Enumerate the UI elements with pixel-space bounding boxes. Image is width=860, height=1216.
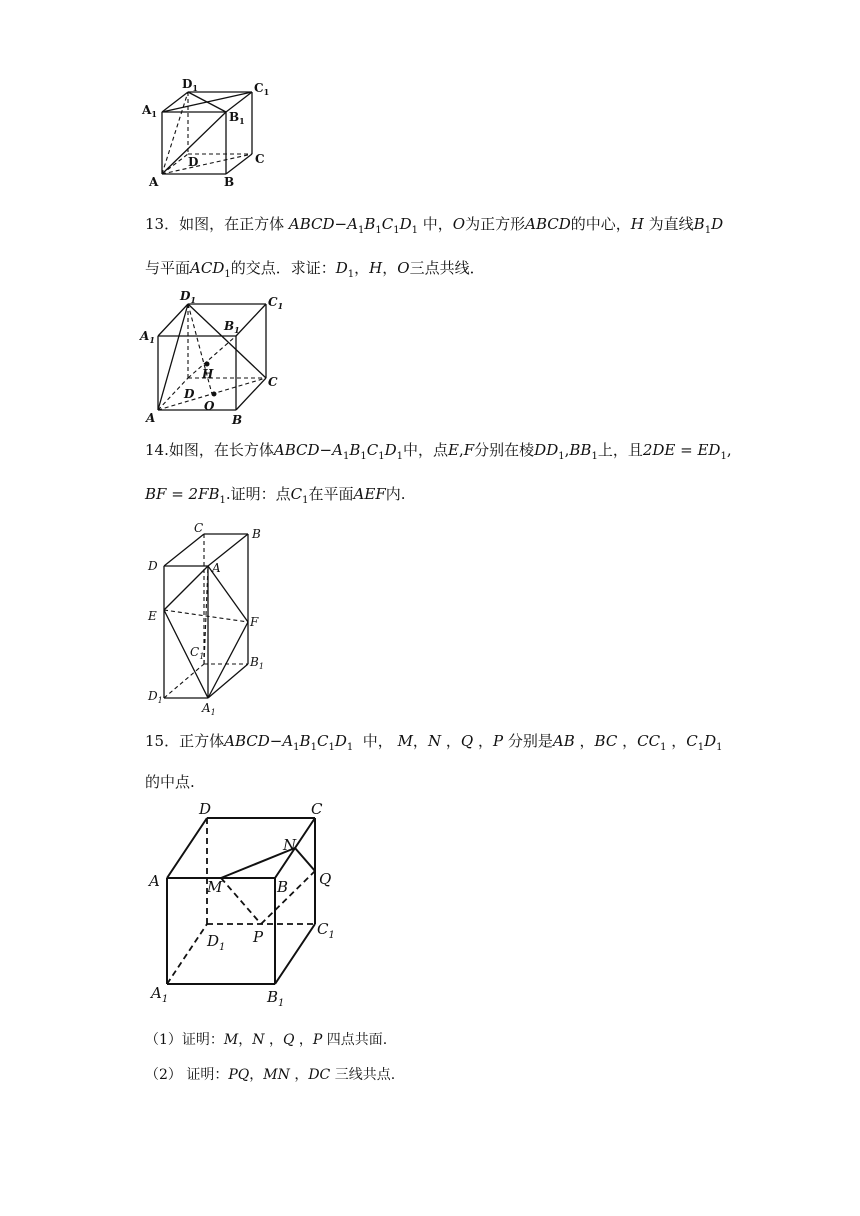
- problem-15-line1: 15．正方体$ABCD-A_1B_1C_1D_1$ 中， M，N ，Q ，P 分别是AB ，BC ，$CC_1$ ，$C_1D_1$: [145, 732, 723, 753]
- label-b: B: [277, 878, 289, 896]
- problem-15-question-1: （1）证明：M，N ，Q ，P 四点共面.: [145, 1032, 388, 1048]
- label-b1: $B_1$: [250, 655, 264, 671]
- label-b1: $B_1$: [224, 319, 240, 335]
- label-m: M: [207, 878, 223, 896]
- label-a1: $A_1$: [140, 329, 155, 345]
- label-a1: $A_1$: [142, 103, 157, 119]
- label-a: A: [149, 175, 159, 189]
- label-e: E: [148, 609, 157, 623]
- problem-13-line2: 与平面$ACD_1$的交点．求证：$D_1$，H，O三点共线．: [145, 259, 485, 280]
- label-c: C: [268, 375, 278, 389]
- label-a1: $A_1$: [151, 984, 169, 1005]
- problem-15-line2: 的中点.: [145, 773, 195, 791]
- label-c: C: [194, 521, 204, 535]
- label-d1: $D_1$: [207, 932, 226, 953]
- label-c: C: [255, 152, 265, 166]
- problem-13-line1: 13．如图，在正方体 $ABCD-A_1B_1C_1D_1$ 中，O为正方形ABCD的中心，H 为直线$B_1D$: [145, 215, 724, 236]
- label-d: D: [188, 155, 199, 169]
- figure-cuboid-14: [140, 520, 280, 716]
- figure-cube-13: [140, 286, 290, 426]
- label-c1: $C_1$: [190, 645, 205, 661]
- label-d: D: [184, 387, 195, 401]
- label-h: H: [202, 367, 214, 381]
- label-d1: $D_1$: [148, 689, 163, 705]
- label-a: A: [149, 872, 160, 890]
- label-c1: $C_1$: [268, 295, 284, 311]
- label-c: C: [311, 800, 323, 818]
- label-a: A: [146, 411, 156, 425]
- label-a1: $A_1$: [202, 701, 216, 717]
- label-o: O: [204, 399, 215, 413]
- label-d: D: [199, 800, 212, 818]
- label-c1: $C_1$: [254, 81, 270, 97]
- label-p: P: [253, 928, 264, 946]
- figure-cube-15: [145, 798, 355, 1010]
- label-b1: $B_1$: [229, 110, 245, 126]
- problem-14-line1: 14.如图，在长方体$ABCD-A_1B_1C_1D_1$中，点E,F分别在棱$DD_1,BB_1$上，且$2DE = ED_1$,: [145, 441, 732, 462]
- label-b: B: [252, 527, 261, 541]
- label-a: A: [212, 561, 221, 575]
- label-d: D: [148, 559, 158, 573]
- label-b1: $B_1$: [267, 988, 285, 1009]
- problem-14-line2: BF = $2FB_1$.证明：点$C_1$在平面AEF内.: [145, 485, 406, 506]
- problem-15-question-2: （2） 证明：PQ，MN ，DC 三线共点.: [145, 1067, 396, 1083]
- label-d1: $D_1$: [182, 77, 198, 93]
- label-f: F: [250, 615, 259, 629]
- label-b: B: [232, 413, 243, 427]
- label-q: Q: [319, 870, 332, 888]
- label-n: N: [283, 836, 297, 854]
- label-c1: $C_1$: [317, 920, 335, 941]
- label-d1: $D_1$: [180, 289, 196, 305]
- label-b: B: [224, 175, 235, 189]
- figure-cube-12: [140, 78, 280, 196]
